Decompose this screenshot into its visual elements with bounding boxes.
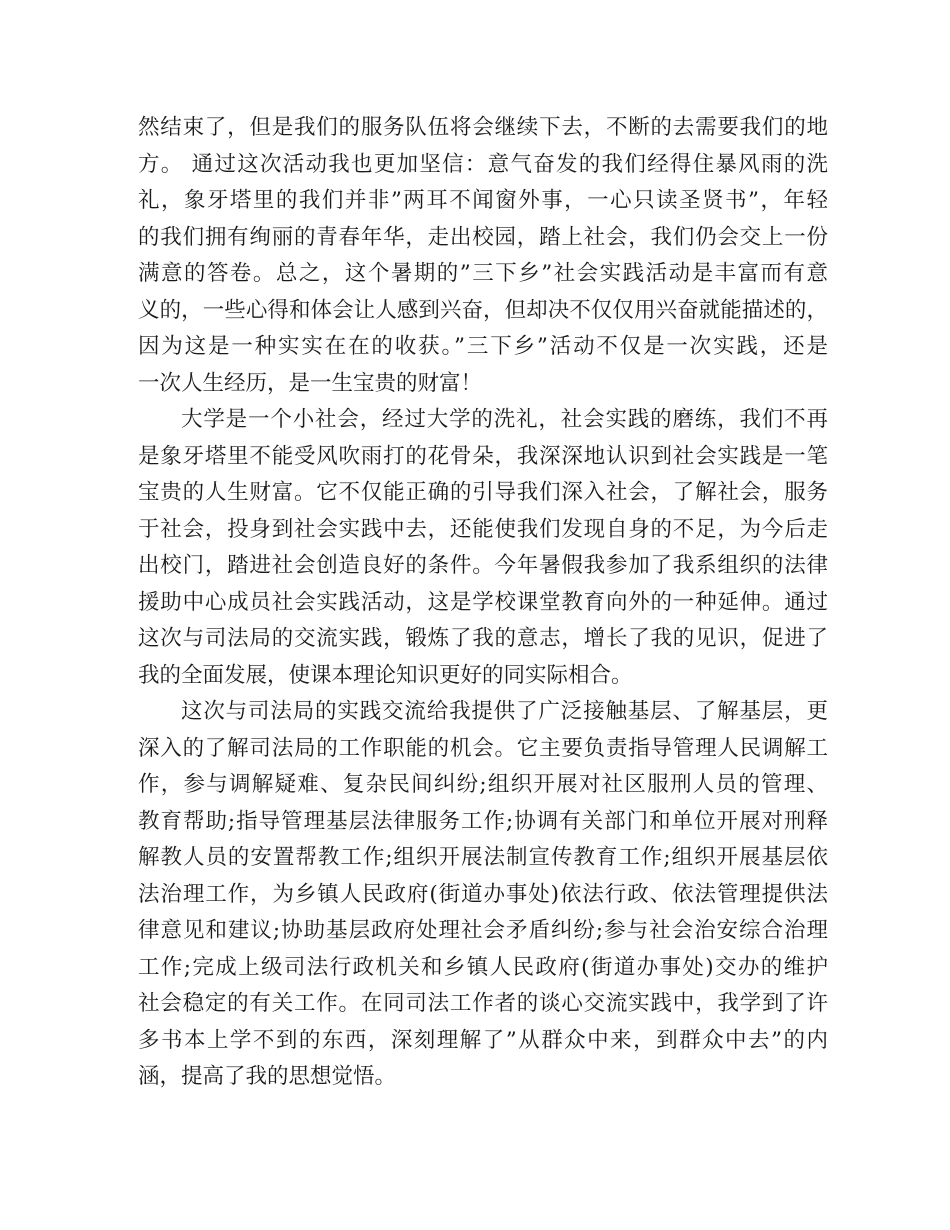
body-text — [138, 110, 828, 1096]
text-line: 然结束了，但是我们的服务队伍将会继续下去，不断的去需要我们的地 — [138, 115, 828, 140]
text-line: 多书本上学不到的东西，深刻理解了”从群众中来，到群众中去”的内 — [138, 1027, 828, 1053]
text-line: 作，参与调解疑难、复杂民间纠纷;组织开展对社区服刑人员的管理、 — [138, 772, 828, 797]
text-line: 满意的答卷。总之，这个暑期的”三下乡”社会实践活动是丰富而有意 — [138, 261, 828, 286]
text-line: 礼，象牙塔里的我们并非”两耳不闻窗外事，一心只读圣贤书”，年轻 — [138, 188, 828, 213]
text-line: 我的全面发展，使课本理论知识更好的同实际相合。 — [138, 662, 633, 688]
text-line: 宝贵的人生财富。它不仅能正确的引导我们深入社会，了解社会，服务 — [138, 480, 828, 505]
text-line: 这次与司法局的实践交流给我提供了广泛接触基层、了解基层，更 — [181, 699, 828, 724]
paragraph-3 — [138, 694, 828, 1096]
text-line: 方。 通过这次活动我也更加坚信：意气奋发的我们经得住暴风雨的洗 — [138, 151, 828, 177]
text-line: 教育帮助;指导管理基层法律服务工作;协调有关部门和单位开展对刑释 — [138, 808, 828, 834]
text-line: 因为这是一种实实在在的收获。”三下乡”活动不仅是一次实践，还是 — [138, 334, 828, 359]
text-line: 法治理工作，为乡镇人民政府(街道办事处)依法行政、依法管理提供法 — [138, 881, 828, 907]
text-line: 这次与司法局的交流实践，锻炼了我的意志，增长了我的见识，促进了 — [138, 626, 828, 651]
text-line: 社会稳定的有关工作。在同司法工作者的谈心交流实践中，我学到了许 — [138, 991, 828, 1016]
text-line: 援助中心成员社会实践活动，这是学校课堂教育向外的一种延伸。通过 — [138, 589, 828, 615]
paragraph-1 — [138, 110, 828, 402]
paragraph-2 — [138, 402, 828, 694]
text-line: 大学是一个小社会，经过大学的洗礼，社会实践的磨练，我们不再 — [181, 407, 828, 432]
text-line: 解教人员的安置帮教工作;组织开展法制宣传教育工作;组织开展基层依 — [138, 845, 828, 870]
text-line: 于社会，投身到社会实践中去，还能使我们发现自身的不足，为今后走 — [138, 516, 828, 542]
text-line: 工作;完成上级司法行政机关和乡镇人民政府(街道办事处)交办的维护 — [138, 954, 828, 980]
text-line: 是象牙塔里不能受风吹雨打的花骨朵，我深深地认识到社会实践是一笔 — [138, 443, 828, 469]
text-line: 出校门，踏进社会创造良好的条件。今年暑假我参加了我系组织的法律 — [138, 553, 828, 578]
text-line: 涵，提高了我的思想觉悟。 — [138, 1064, 397, 1089]
text-line: 义的，一些心得和体会让人感到兴奋，但却决不仅仅用兴奋就能描述的， — [138, 297, 828, 323]
text-line: 深入的了解司法局的工作职能的机会。它主要负责指导管理人民调解工 — [138, 735, 828, 761]
text-line: 的我们拥有绚丽的青春年华，走出校园，踏上社会，我们仍会交上一份 — [138, 224, 828, 250]
text-line: 律意见和建议;协助基层政府处理社会矛盾纠纷;参与社会治安综合治理 — [138, 918, 828, 943]
text-line: 一次人生经历，是一生宝贵的财富！ — [138, 370, 483, 396]
